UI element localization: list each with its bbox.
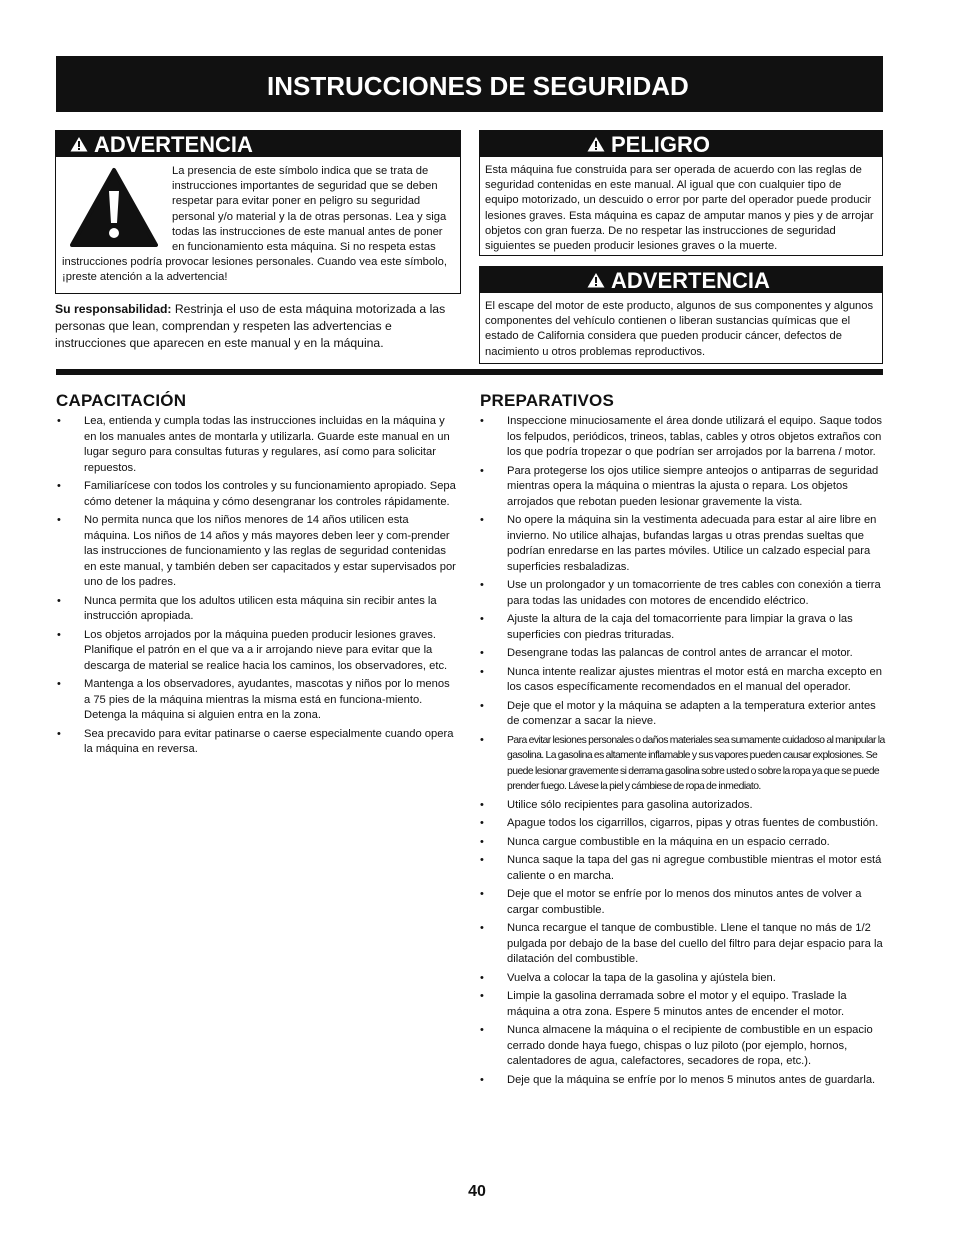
page-title: INSTRUCCIONES DE SEGURIDAD [56,56,883,112]
list-item: • Nunca intente realizar ajustes mientras el motor está en marcha excepto en los casos específicamente recomendados en el manual del operador. [479,665,885,696]
list-item: • Nunca recargue el tanque de combustible. Llene el tanque no más de 1/2 pulgada por debajo de la base del cuello del filtro para dejar espacio para la dilatación del combustible. [479,921,885,968]
list-item: • Nunca saque la tapa del gas ni agregue combustible mientras el motor está caliente o en marcha. [479,853,885,884]
advertencia-text: La presencia de este símbolo indica que se trata de instrucciones importantes de seguridad que se deben respetar para evitar poner en peligro su seguridad personal y/o material y la de otras personas. Lea y siga todas las instrucciones de este manual antes de poner en funcionamiento esta máquina. Si no respeta estas instrucciones podría provocar lesiones personales. Cuando vea este símbolo, ¡preste atención a la advertencia! [62,165,447,284]
warning-triangle-icon [587,136,605,152]
list-item: • Para evitar lesiones personales o daños materiales sea sumamente cuidadoso al manipular la gasolina. La gasolina es altamente inflamable y sus vapores pueden causar explosiones. Se puede lesionar gravemente si derrama gasolina sobre usted o sobre la ropa ya que se puede prender fuego. Lávese la piel y cámbiese de ropa de inmediato. [479,733,885,795]
page-number: 40 [468,1183,486,1200]
list-item: • Nunca almacene la máquina o el recipiente de combustible en un espacio cerrado donde haya fuego, chispas o luz piloto (por ejemplo, hornos, calentadores de agua, calefactores, secadores de ropa, etc.). [479,1023,885,1070]
list-item: • No permita nunca que los niños menores de 14 años utilicen esta máquina. Los niños de 14 años y más mayores deben leer y com-prender las instrucciones de funcionamiento y las reglas de seguridad contenidas en este manual, y también deben ser capacitados y estar supervisados por uno de los padres. [56,513,456,591]
capacitacion-list [56,414,456,761]
advertencia-heading: ADVERTENCIA [94,131,253,157]
warning-triangle-icon [70,136,88,152]
capacitacion-title: CAPACITACIÓN [56,391,187,410]
list-item: • No opere la máquina sin la vestimenta adecuada para estar al aire libre en invierno. No utilice alhajas, bufandas largas u otras prendas sueltas que podrían enredarse en las partes móviles. Utilice un calzado especial para superficies resbaladizas. [479,513,885,575]
peligro-box [479,130,883,256]
list-item: • Familiarícese con todos los controles y su funcionamiento apropiado. Sepa cómo detener la máquina y cómo desengranar los controles rápidamente. [56,479,456,510]
list-item: • Ajuste la altura de la caja del tomacorriente para limpiar la grava o las superficies con piedras trituradas. [479,612,885,643]
advertencia-box [55,130,461,294]
list-item: • Mantenga a los observadores, ayudantes, mascotas y niños por lo menos a 75 pies de la máquina mientras la misma está en funciona-miento. Detenga la máquina si alguien entra en la zona. [56,677,456,724]
section-divider [56,369,883,375]
advertencia-california-box [479,266,883,364]
list-item: • Nunca permita que los adultos utilicen esta máquina sin recibir antes la instrucción apropiada. [56,594,456,625]
preparativos-list [479,414,885,1091]
peligro-heading: PELIGRO [611,131,711,157]
list-item: • Apague todos los cigarrillos, cigarros, pipas y otras fuentes de combustión. [479,816,885,832]
list-item: • Sea precavido para evitar patinarse o caerse especialmente cuando opera la máquina en reversa. [56,727,456,758]
list-item: • Deje que el motor se enfríe por lo menos dos minutos antes de volver a cargar combustible. [479,887,885,918]
responsibility-label: Su responsabilidad: [55,302,172,316]
responsibility-paragraph [55,301,461,352]
advertencia-california-header [480,267,882,293]
list-item: • Deje que el motor y la máquina se adapten a la temperatura exterior antes de comenzar a sacar la nieve. [479,699,885,730]
list-item: • Desengrane todas las palancas de control antes de arrancar el motor. [479,646,885,662]
list-item: • Nunca cargue combustible en la máquina en un espacio cerrado. [479,835,885,851]
list-item: • Vuelva a colocar la tapa de la gasolina y ajústela bien. [479,971,885,987]
list-item: • Los objetos arrojados por la máquina pueden producir lesiones graves. Planifique el patrón en el que va a ir arrojando nieve para evitar que la descarga de material se realice hacia los caminos, los observadores, etc. [56,628,456,675]
warning-triangle-icon [70,167,158,247]
advertencia-header [56,131,460,157]
peligro-header [480,131,882,157]
peligro-text: Esta máquina fue construida para ser operada de acuerdo con las reglas de seguridad contenidas en este manual. Al igual que con cualquier tipo de equipo motorizado, un descuido o error por parte del operador puede producir lesiones graves. Esta máquina es capaz de amputar manos y pies y de arrojar objetos con gran fuerza. De no respetar las instrucciones de seguridad siguientes se pueden producir lesiones graves o la muerte. [485,164,874,253]
advertencia-california-text: El escape del motor de este producto, algunos de sus componentes y algunos componentes del vehículo contienen o liberan sustancias químicas que el estado de California considera que pueden producir cáncer, defectos de nacimiento u otros problemas reproductivos. [485,300,874,358]
list-item: • Use un prolongador y un tomacorriente de tres cables con conexión a tierra para todas las unidades con motores de encendido eléctrico. [479,578,885,609]
list-item: • Limpie la gasolina derramada sobre el motor y el equipo. Traslade la máquina a otra zona. Espere 5 minutos antes de encender el motor. [479,989,885,1020]
list-item: • Deje que la máquina se enfríe por lo menos 5 minutos antes de guardarla. [479,1073,885,1089]
list-item: • Para protegerse los ojos utilice siempre anteojos o antiparras de seguridad mientras opera la máquina o mientras la ajusta o repara. Los objetos arrojados que rebotan pueden lesionar gravemente la vista. [479,464,885,511]
warning-triangle-icon [587,272,605,288]
advertencia-california-heading: ADVERTENCIA [611,267,770,293]
responsibility-text: Restrinja el uso de esta máquina motorizada a las personas que lean, comprendan y respeten las advertencias e instrucciones que aparecen en este manual y en la máquina. [55,302,446,350]
list-item: • Lea, entienda y cumpla todas las instrucciones incluidas en la máquina y en los manuales antes de montarla y utilizarla. Guarde este manual en un lugar seguro para consultas futuras y regulares, así como para solicitar repuestos. [56,414,456,476]
advertencia-body [56,157,460,291]
list-item: • Utilice sólo recipientes para gasolina autorizados. [479,798,885,814]
preparativos-title: PREPARATIVOS [480,391,615,410]
list-item: • Inspeccione minuciosamente el área donde utilizará el equipo. Saque todos los felpudos, periódicos, trineos, tablas, cables y otros objetos extraños con los que podría tropezar o que podrían ser arrojados por la barrena / motor. [479,414,885,461]
